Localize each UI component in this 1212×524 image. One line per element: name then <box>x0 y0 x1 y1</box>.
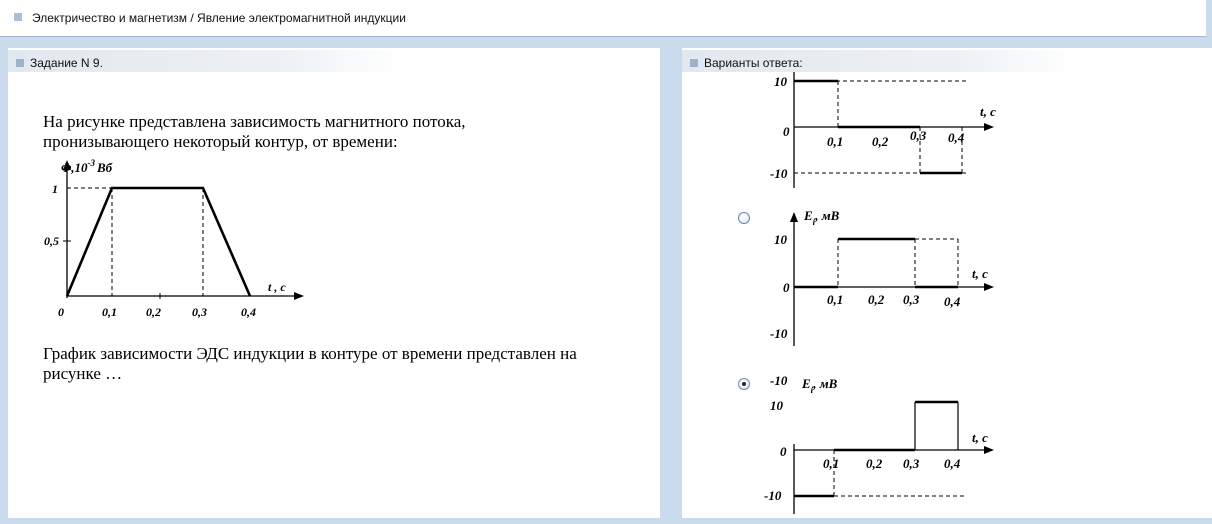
emf-curve <box>794 402 958 496</box>
y-tick-label-neg10: -10 <box>764 488 782 503</box>
y-tick-label-10: 10 <box>774 232 787 247</box>
question-line-2: пронизывающего некоторый контур, от времени: <box>43 132 398 151</box>
task-title: Задание N 9. <box>30 56 103 70</box>
x-tick-label-02: 0,2 <box>146 305 161 319</box>
x-tick-label-04: 0,4 <box>948 130 965 145</box>
answers-panel-header <box>682 50 1076 72</box>
question-line-1: На рисунке представлена зависимость магнитного потока, <box>43 112 466 131</box>
flux-graph <box>8 48 660 348</box>
x-axis-label: t, c <box>972 430 988 445</box>
prompt-line-2: рисунке … <box>43 364 123 383</box>
y-tick-label-0-visible: 0 <box>783 280 790 295</box>
task-panel <box>8 48 660 518</box>
answers-panel <box>682 48 1212 518</box>
y-tick-label-10: 10 <box>770 398 783 413</box>
y-axis-label: $E_i$, мВ <box>802 376 838 395</box>
top-breadcrumb-bar <box>0 0 1206 37</box>
x-axis-arrow-icon <box>294 292 304 300</box>
y-axis-arrow-icon <box>790 212 798 222</box>
x-tick-label-04: 0,4 <box>241 305 256 319</box>
x-axis-arrow-icon <box>984 283 994 291</box>
bullet-square-icon <box>14 13 22 21</box>
flux-axes <box>63 160 304 300</box>
x-axis-arrow-icon <box>984 446 994 454</box>
prompt-text <box>43 344 577 384</box>
y-axis-label: $E_i$, мВ <box>804 208 840 227</box>
x-tick-label-02: 0,2 <box>866 456 883 471</box>
y-tick-label-neg10: -10 <box>770 326 788 341</box>
x-tick-label-0: 0 <box>58 305 64 319</box>
flux-guides <box>67 188 203 296</box>
y-tick-label-neg10: -10 <box>770 373 788 388</box>
y-tick-label-0: 0 <box>780 444 787 459</box>
answer-graph-2-neg-label <box>682 318 802 348</box>
x-tick-label-03: 0,3 <box>903 456 920 471</box>
y-tick-label-1: 1 <box>52 182 58 196</box>
x-tick-label-01: 0,1 <box>827 292 844 307</box>
x-axis-arrow-icon <box>984 123 994 131</box>
x-tick-label-03: 0,3 <box>903 292 920 307</box>
y-tick-label-10: 10 <box>774 74 787 89</box>
emf-curve <box>794 239 958 287</box>
breadcrumb: Электричество и магнетизм / Явление электромагнитной индукции <box>32 11 406 25</box>
x-tick-label-01: 0,1 <box>823 456 840 471</box>
flux-ylabel: $\Phi,10^{-3}$ Вб <box>61 158 113 175</box>
answer-graph-3 <box>682 364 1212 524</box>
prompt-line-1: График зависимости ЭДС индукции в контуре от времени представлен на <box>43 344 577 363</box>
flux-xlabel: t , c <box>268 280 286 294</box>
x-tick-label-03: 0,3 <box>910 128 927 143</box>
x-tick-label-04: 0,4 <box>944 456 961 471</box>
x-tick-label-04: 0,4 <box>944 294 961 309</box>
x-tick-label-01: 0,1 <box>827 134 844 149</box>
flux-curve <box>67 188 250 296</box>
x-axis-label: t, c <box>972 266 988 281</box>
x-tick-label-02: 0,2 <box>868 292 885 307</box>
x-tick-label-01: 0,1 <box>102 305 117 319</box>
x-tick-label-03: 0,3 <box>192 305 207 319</box>
x-tick-label-02: 0,2 <box>872 134 889 149</box>
y-tick-label-05: 0,5 <box>44 234 59 248</box>
x-axis-label: t, c <box>980 104 996 119</box>
y-tick-label-neg10: -10 <box>770 166 788 181</box>
bullet-square-icon <box>690 59 698 67</box>
y-tick-label-0: 0 <box>783 124 790 139</box>
answers-title: Варианты ответа: <box>704 56 803 70</box>
